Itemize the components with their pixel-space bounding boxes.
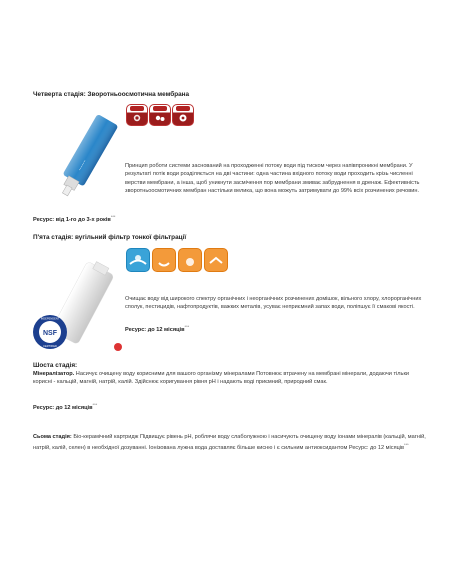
resource-mark: ***	[110, 214, 116, 219]
resource-mark: ***	[92, 402, 98, 407]
nsf-bottom: CERTIFIED	[43, 345, 57, 348]
bacteria-icon	[172, 104, 194, 126]
nsf-center: NSF	[43, 330, 57, 337]
resource-label: Ресурс: від 1-го до 3-х років	[33, 216, 111, 223]
stage5-resource	[125, 324, 189, 333]
stage4-resource	[33, 214, 115, 223]
stage5-description: Очищає воду від широкого спектру органічних і неорганічних розчинених домішок, вільного хлору, хлорорганічних сполук, пестицидів, нафтопродуктів, важких металів, усуває неприємний запах води, поліпшує її смакові якості.	[125, 296, 422, 311]
resource-mark: ***	[184, 324, 190, 329]
nsf-certified-logo	[32, 314, 68, 350]
stage6-text: Насичує очищену воду корисними для вашого організму мінералами Потовнює втрачену на мембрані мінерали, додаючи тільки корисні - кальцій, магній, натрій, калій. Здійснює коригування рівня pH і надають воді приємний, природний смак.	[33, 371, 410, 386]
stage4-title: Четверта стадія: Зворотньоосмотична мембрана	[33, 91, 190, 98]
ro-membrane-image	[40, 108, 132, 208]
stage4-description: Принцип роботи системи заснований на проходженні потоку води під тиском через напівпроникні мембрани. У результаті потік води розділяється на дві частини: одна частина вхідного потоку води проходить крізь численні верстви мембрани, а інша, щоб уникнути засмічення пор мембрани змиває забруднення в дренаж. Ефективність зворотньоосмотичних мембран настільки велика, що вона можуть затримувати до 99% всіх розчинених речовин.	[125, 163, 420, 195]
stage6-description	[33, 370, 429, 387]
odor-icon	[178, 248, 202, 272]
stage7-title: Сьома стадія:	[33, 434, 72, 440]
svg-text:~~~~: ~~~~	[77, 159, 89, 173]
stage7-description	[33, 433, 429, 453]
stage6-title: Шоста стадія:	[33, 362, 78, 369]
nsf-top: INDEPENDENT	[40, 317, 60, 321]
taste-icon	[152, 248, 176, 272]
resource-label: Ресурс: до 12 місяців	[125, 326, 185, 333]
resource-mark: ***	[404, 442, 409, 448]
stage7-text: Біо-керамічний картридж Підвищує рівень pH, роблячи воду слаболужною і насичують очищену воду іонами мінералів (кальцій, магній, натрій, калій, селен) в необхідної дозуванні. Іонізована лужна вода доставляє більше кисню і є сильним антиоксидантом Ресурс: до 12 місяців	[33, 434, 426, 452]
stage5-title: П'ята стадія: вугільний фільтр тонкої фільтрації	[33, 234, 187, 241]
stage6-resource	[33, 402, 97, 411]
coconut-icon	[126, 248, 150, 272]
resource-label: Ресурс: до 12 місяців	[33, 404, 93, 411]
replace-icon	[204, 248, 228, 272]
stage5-badges	[126, 248, 246, 274]
stage6-lead: Мінералізатор.	[33, 371, 75, 377]
heavy-metal-icon	[149, 104, 171, 126]
